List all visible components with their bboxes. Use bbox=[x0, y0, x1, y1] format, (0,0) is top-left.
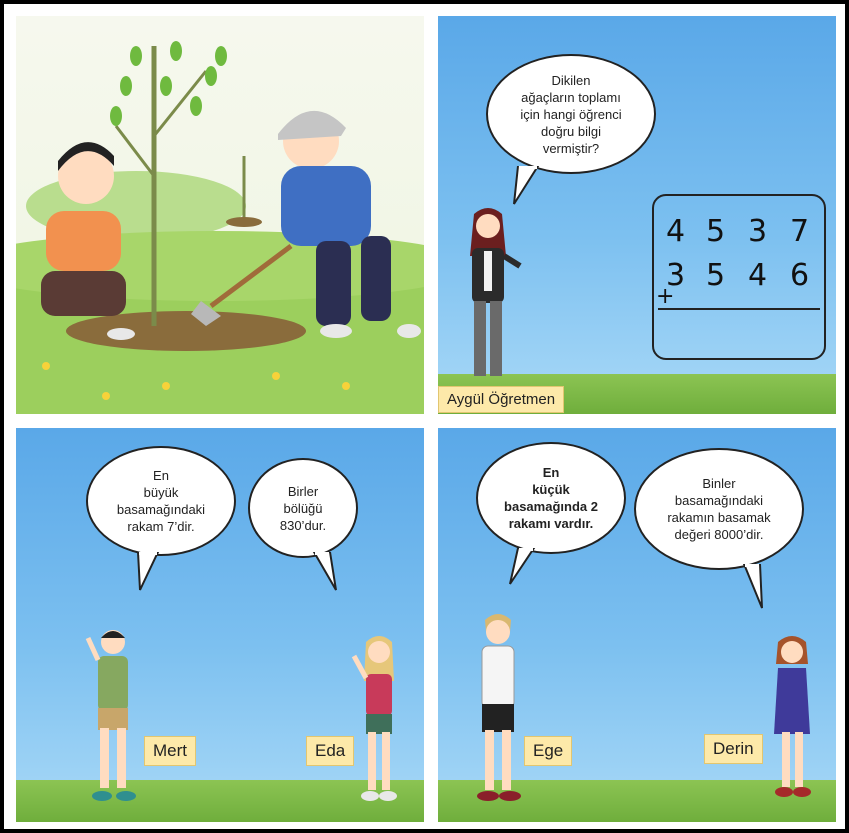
eda-figure bbox=[344, 636, 414, 806]
addition-board bbox=[652, 194, 826, 360]
speech-tail bbox=[312, 552, 342, 592]
speech-tail bbox=[508, 548, 538, 588]
mert-figure bbox=[78, 628, 148, 808]
ege-derin-panel bbox=[438, 428, 836, 822]
addend1-digit: 4 bbox=[666, 214, 686, 249]
eda-speech-text: Birler bölüğü 830’dur. bbox=[279, 483, 327, 533]
teacher-speech-text: Dikilen ağaçların toplamı için hangi öğrenci doğru bilgi vermiştir? bbox=[520, 72, 622, 156]
derin-speech-bubble bbox=[634, 448, 804, 570]
sum-line bbox=[658, 308, 820, 310]
addend1-digit: 7 bbox=[790, 214, 810, 249]
ege-figure bbox=[458, 612, 538, 808]
addend1-digit: 3 bbox=[748, 214, 768, 249]
addend2-digit: 5 bbox=[706, 258, 726, 293]
derin-name-tag: Derin bbox=[704, 734, 763, 764]
comic-frame bbox=[4, 4, 845, 829]
teacher-figure bbox=[448, 206, 528, 386]
derin-speech-text: Binler basamağındaki rakamın basamak değeri 8000’dir. bbox=[667, 476, 771, 542]
derin-figure bbox=[762, 634, 822, 804]
ege-name-tag: Ege bbox=[524, 736, 572, 766]
speech-tail bbox=[508, 166, 548, 206]
eda-speech-bubble bbox=[248, 458, 358, 558]
mert-name-tag: Mert bbox=[144, 736, 196, 766]
addend2-digit: 3 bbox=[666, 258, 686, 293]
mert-speech-bubble bbox=[86, 446, 236, 556]
mert-speech-text: En büyük basamağındaki rakam 7’dir. bbox=[116, 468, 206, 534]
teacher-panel bbox=[438, 16, 836, 414]
teacher-speech-bubble bbox=[486, 54, 656, 174]
addend2-digit: 4 bbox=[748, 258, 768, 293]
tree-planting-panel bbox=[16, 16, 424, 414]
ege-speech-bubble bbox=[476, 442, 626, 554]
mert-eda-panel bbox=[16, 428, 424, 822]
plus-sign: + bbox=[656, 284, 675, 309]
teacher-name-tag: Aygül Öğretmen bbox=[438, 386, 564, 413]
ege-speech-text: En küçük basamağında 2 rakamı vardır. bbox=[504, 465, 598, 531]
speech-tail bbox=[134, 552, 164, 592]
eda-name-tag: Eda bbox=[306, 736, 354, 766]
tree-planting-illustration bbox=[16, 16, 424, 414]
speech-tail bbox=[742, 564, 772, 614]
addend2-digit: 6 bbox=[790, 258, 810, 293]
addend1-digit: 5 bbox=[706, 214, 726, 249]
